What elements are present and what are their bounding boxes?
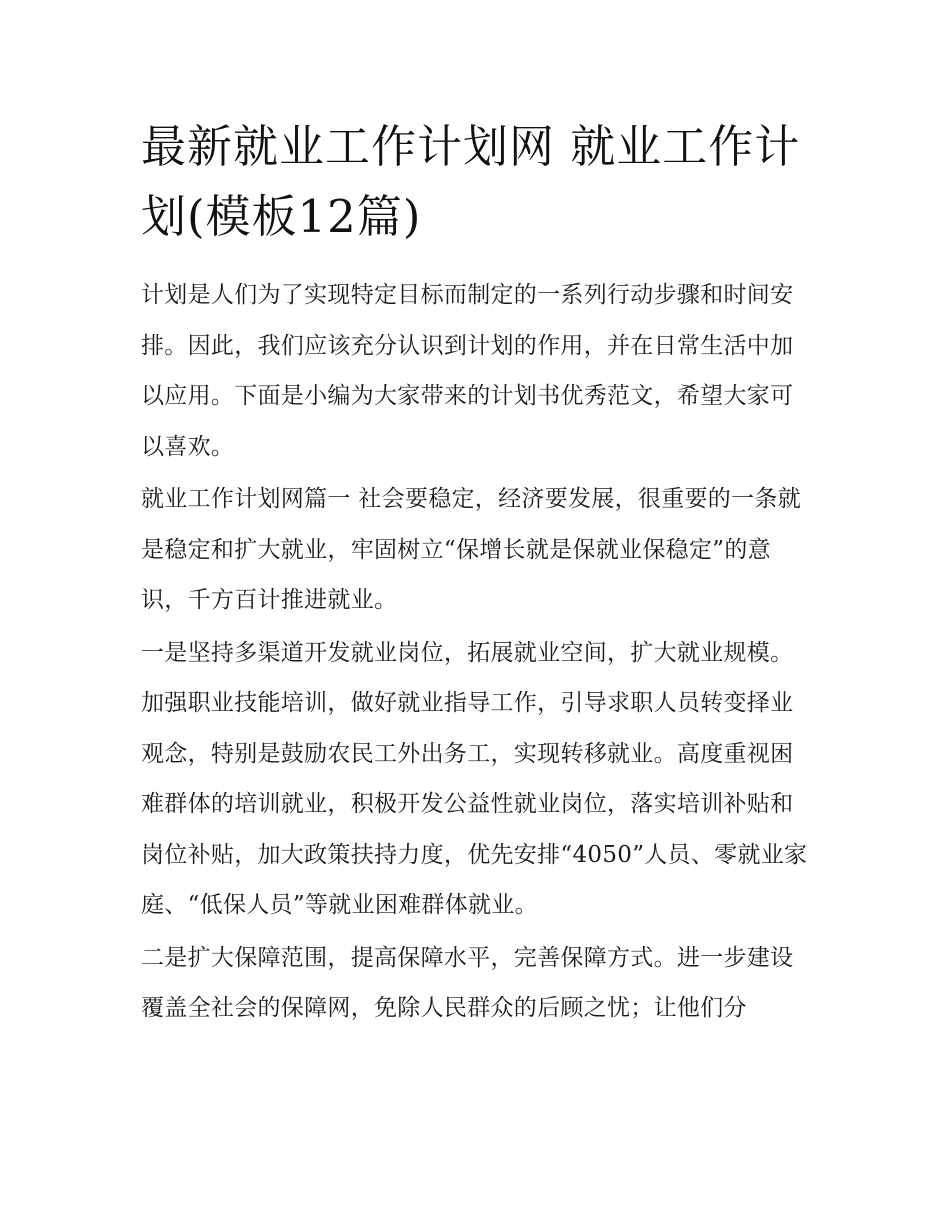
point-two-paragraph: 二是扩大保障范围，提高保障水平，完善保障方式。进一步建设覆盖全社会的保障网，免除人民群众的后顾之忧；让他们分: [141, 944, 794, 1021]
section-one-paragraph: 就业工作计划网篇一 社会要稳定，经济要发展，很重要的一条就是稳定和扩大就业，牢固树立“保增长就是保就业保稳定”的意识，千方百计推进就业。: [141, 486, 802, 613]
point-one-paragraph: 一是坚持多渠道开发就业岗位，拓展就业空间，扩大就业规模。加强职业技能培训，做好就业指导工作，引导求职人员转变择业观念，特别是鼓励农民工外出务工，实现转移就业。高度重视困难群体的培训就业，积极开发公益性就业岗位，落实培训补贴和岗位补贴，加大政策扶持力度，优先安排“4050”人员、零就业家庭、“低保人员”等就业困难群体就业。: [141, 639, 808, 918]
intro-paragraph: 计划是人们为了实现特定目标而制定的一系列行动步骤和时间安排。因此，我们应该充分认识到计划的作用，并在日常生活中加以应用。下面是小编为大家带来的计划书优秀范文，希望大家可以喜欢。: [141, 282, 794, 460]
document-title: 最新就业工作计划网 就业工作计划(模板12篇): [141, 120, 801, 243]
document-body: [141, 112, 813, 1036]
